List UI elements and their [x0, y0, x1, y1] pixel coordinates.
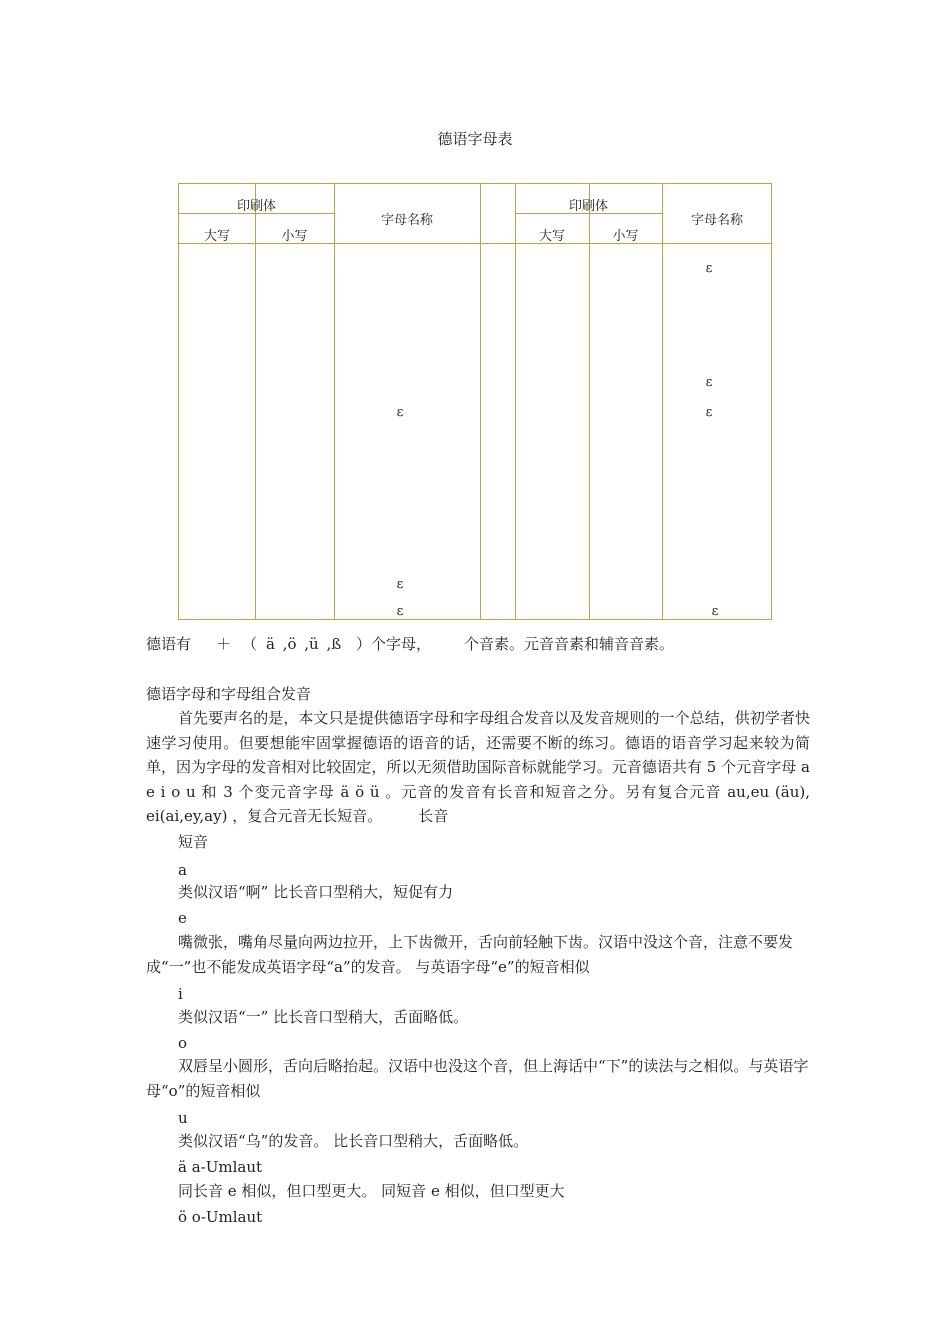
vowel-letter-e: e [178, 909, 187, 927]
print-header-left: 印刷体 [236, 199, 276, 214]
table-divider [662, 184, 663, 619]
page-title: 德语字母表 [437, 130, 513, 148]
lowercase-header-right: 小写 [612, 229, 639, 244]
table-divider [334, 184, 335, 619]
table-divider [515, 184, 516, 619]
vowel-desc-o: 双唇呈小圆形，舌向后略抬起。汉语中也没这个音，但上海话中“下”的读法与之相似。与英语字母“o”的短音相似 [146, 1057, 809, 1100]
epsilon-symbol: ε [396, 604, 404, 619]
epsilon-symbol: ε [396, 577, 404, 592]
epsilon-symbol: ε [705, 405, 713, 420]
vowel-desc-u: 类似汉语“乌”的发音。 比长音口型稍大，舌面略低。 [178, 1132, 529, 1150]
vowel-letter-a: a [178, 861, 187, 879]
short-vowel-label: 短音 [178, 833, 209, 851]
epsilon-symbol: ε [705, 375, 713, 390]
print-header-right: 印刷体 [568, 199, 608, 214]
vowel-desc-a: 类似汉语“啊” 比长音口型稍大，短促有力 [178, 883, 454, 901]
vowel-desc-i: 类似汉语“一” 比长音口型稍大，舌面略低。 [178, 1008, 469, 1026]
letter-name-header-right: 字母名称 [690, 213, 743, 228]
long-vowel-label: 长音 [418, 807, 449, 825]
epsilon-symbol: ε [396, 405, 404, 420]
lowercase-header-left: 小写 [281, 229, 308, 244]
vowel-letter-i: i [178, 985, 183, 1003]
intro-paragraph: 首先要声名的是，本文只是提供德语字母和字母组合发音以及发音规则的一个总结，供初学者快速学习使用。但要想能牢固掌握德语的语音的话，还需要不断的练习。德语的语音学习起来较为简单，因为字母的发音相对比较固定，所以无须借助国际音标就能学习。元音德语共有 5 个元音字母 a e i o u 和 3 个变元音字母 ä ö ü 。元音的发音有长音和短音之分。另有复合元音 au,eu (äu), ei(ai,ey,ay) ，复合元音无长短音。 长音 [146, 709, 810, 825]
vowel-letter-o: o [178, 1034, 188, 1052]
table-divider [589, 184, 590, 619]
uppercase-header-left: 大写 [203, 229, 230, 244]
vowel-letter-ae: ä a-Umlaut [178, 1158, 263, 1176]
vowel-letter-oe: ö o-Umlaut [178, 1208, 263, 1226]
letter-name-header-left: 字母名称 [380, 213, 433, 228]
vowel-desc-ae: 同长音 e 相似，但口型更大。 同短音 e 相似，但口型更大 [178, 1182, 565, 1200]
vowel-desc-e: 嘴微张，嘴角尽量向两边拉开，上下齿微开，舌向前轻触下齿。汉语中没这个音，注意不要发成“一”也不能发成英语字母“a”的发音。 与英语字母“e”的短音相似 [146, 933, 794, 976]
uppercase-header-right: 大写 [538, 229, 565, 244]
epsilon-symbol: ε [711, 604, 719, 619]
section-heading: 德语字母和字母组合发音 [146, 685, 312, 703]
alphabet-table [178, 183, 772, 620]
table-divider [480, 184, 481, 619]
table-divider [255, 184, 256, 619]
vowel-letter-u: u [178, 1109, 188, 1127]
epsilon-symbol: ε [705, 261, 713, 276]
